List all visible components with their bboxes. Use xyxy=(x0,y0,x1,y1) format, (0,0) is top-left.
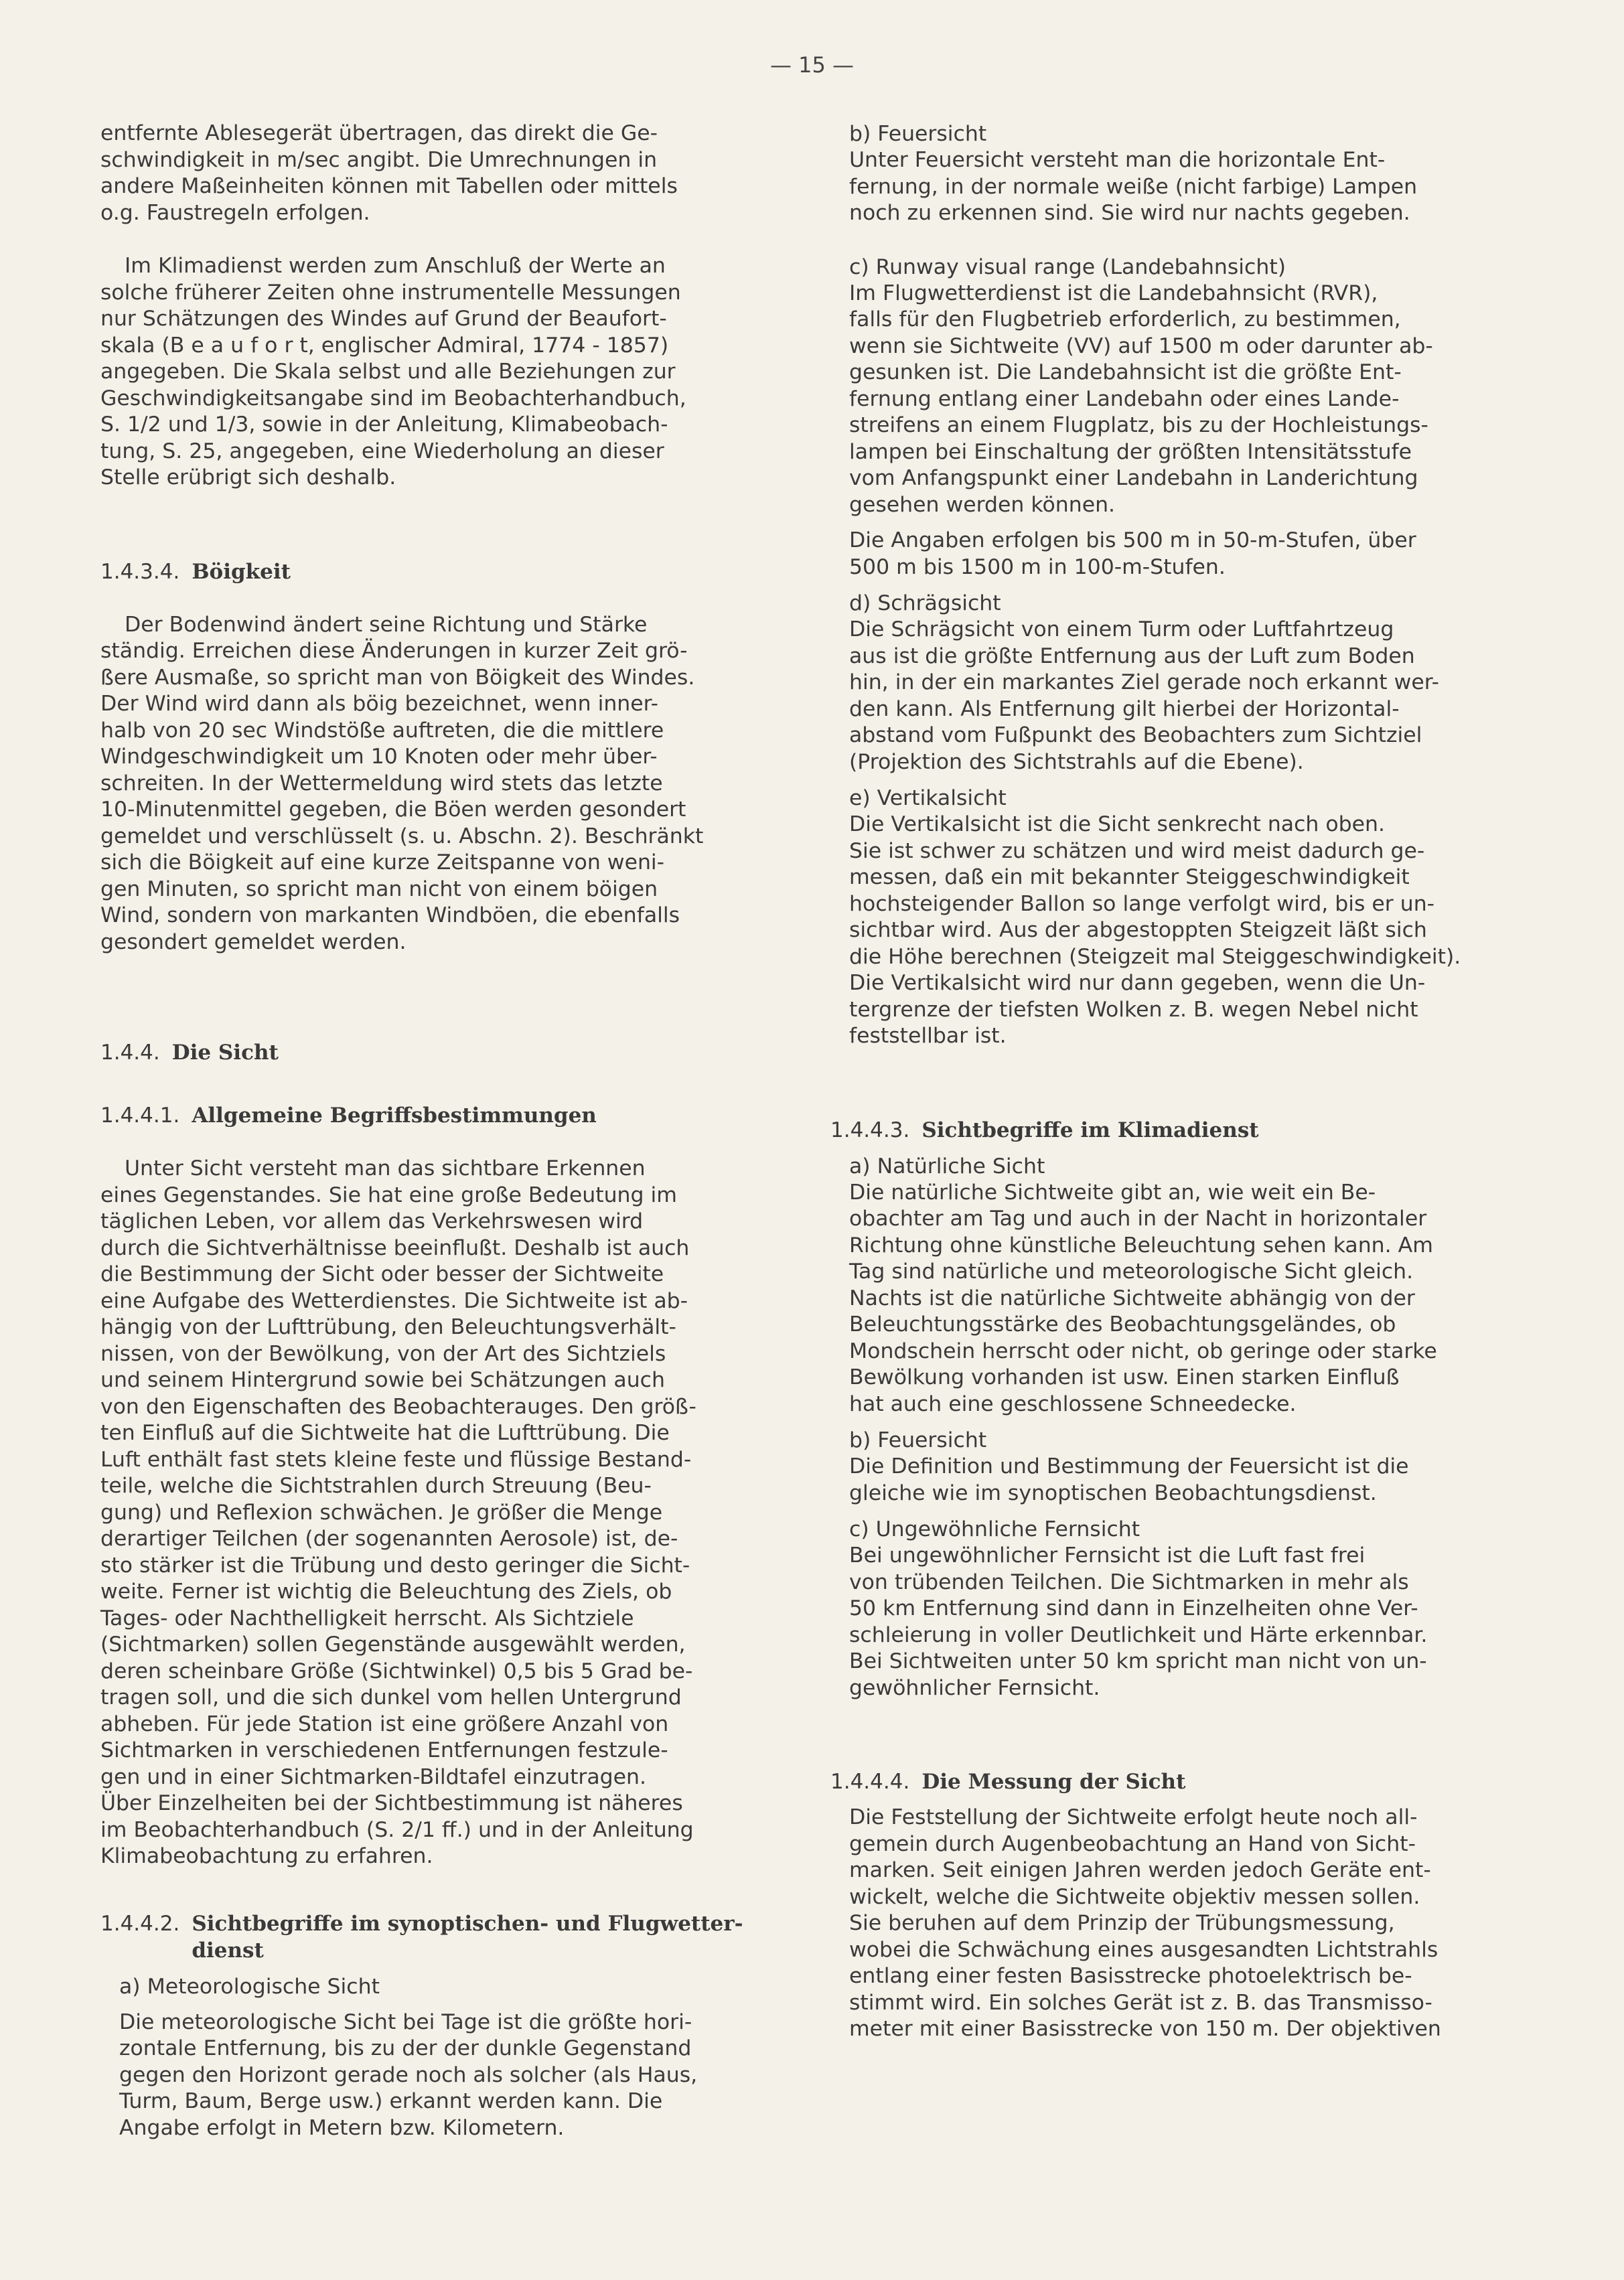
subheading-schraegsicht: d) Schrägsicht xyxy=(849,591,1001,615)
subheading-meteorologische-sicht: a) Meteorologische Sicht xyxy=(119,1974,380,1999)
paragraph-messung-der-sicht: Die Feststellung der Sichtweite erfolgt heute noch all- gemein durch Augenbeobachtung an Hand von Sicht- marken. Seit einigen Jahren werden jedoch Geräte ent- wickelt, welche die Sichtweite objektiv messen sollen. Sie beruhen auf dem Prinzip der Trübungsmessung, wobei die Schwächung eines ausgesandten Lichtstrahls entlang einer festen Basisstrecke photoelektrisch be- stimmt wird. Ein solches Gerät ist z. B. das Transmisso- meter mit einer Basisstrecke von 150 m. Der objektiven xyxy=(849,1805,1441,2041)
heading-1444 xyxy=(830,1742,1515,1795)
right-column xyxy=(830,121,1515,2043)
paragraph-sicht-definition: Unter Sicht versteht man das sichtbare Erkennen eines Gegenstandes. Sie hat eine große Bedeutung im täglichen Leben, vor allem das Verkehrswesen wird durch die Sichtverhältnisse beeinflußt. Deshalb ist auch die Bestimmung der Sicht oder besser der Sichtweite eine Aufgabe des Wetterdienstes. Die Sichtweite ist ab- hängig von der Lufttrübung, den Beleuchtungsverhält- nissen, von der Bewölkung, von der Art des Sichtziels und seinem Hintergrund sowie bei Schätzungen auch von den Eigenschaften des Beobachterauges. Den größ- ten Einfluß auf die Sichtweite hat die Lufttrübung. Die Luft enthält fast stets kleine feste und flüssige Bestand- teile, welche die Sichtstrahlen durch Streuung (Beu- gung) und Reflexion schwächen. Je größer die Menge derartiger Teilchen (der sogenannten Aerosole) ist, de- sto stärker ist die Trübung und desto geringer die Sicht- weite. Ferner ist wichtig die Beleuchtung des Ziels, ob Tages- oder Nachthelligkeit herrscht. Als Sichtziele (Sichtmarken) sollen Gegenstände ausgewählt werden, deren scheinbare Größe (Sichtwinkel) 0,5 bis 5 Grad be- tragen soll, und die sich dunkel vom hellen Untergrund abheben. Für jede Station ist eine größere Anzahl von Sichtmarken in verschiedenen Entfernungen festzule- gen und in einer Sichtmarken-Bildtafel einzutragen. Über Einzelheiten bei der Sichtbestimmung ist näheres im Beobachterhandbuch (S. 2/1 ff.) und in der Anleitung Klimabeobachtung zu erfahren. xyxy=(100,1156,696,1868)
subheading-vertikalsicht: e) Vertikalsicht xyxy=(849,786,1007,810)
heading-144 xyxy=(100,1012,785,1066)
heading-number: 1.4.4.4. xyxy=(830,1770,910,1794)
heading-title: Böigkeit xyxy=(192,559,291,584)
paragraph-runway-visual-range: Im Flugwetterdienst ist die Landebahnsicht (RVR), falls für den Flugbetrieb erforderlich, zu bestimmen, wenn sie Sichtweite (VV) auf 1500 m oder darunter ab- gesunken ist. Die Landebahnsicht ist die größte Ent- fernung entlang einer Landebahn oder eines Lande- streifens an einem Flugplatz, bis zu der Hochleistungs- lampen bei Einschaltung der größten Intensitätsstufe vom Anfangspunkt einer Landebahn in Landerichtung gesehen werden können. xyxy=(849,281,1433,517)
heading-title: Die Messung der Sicht xyxy=(921,1770,1186,1794)
subheading-runway-visual-range: c) Runway visual range (Landebahnsicht) xyxy=(849,254,1286,279)
paragraph-feuersicht-klima: Die Definition und Bestimmung der Feuersicht ist die gleiche wie im synoptischen Beobachtungsdienst. xyxy=(849,1454,1409,1505)
heading-title: Sichtbegriffe im synoptischen- und Flugwetter- dienst xyxy=(192,1911,743,1963)
heading-title: Sichtbegriffe im Klimadienst xyxy=(921,1118,1259,1142)
heading-number: 1.4.4.2. xyxy=(100,1911,180,1936)
left-column xyxy=(100,121,785,2141)
paragraph-beaufort: Im Klimadienst werden zum Anschluß der Werte an solche früherer Zeiten ohne instrumentelle Messungen nur Schätzungen des Windes auf Grund der Beaufort- skala (B e a u f o r t, englischer Admiral, 1774 - 1857) angegeben. Die Skala selbst und alle Beziehungen zur Geschwindigkeitsangabe sind im Beobachterhandbuch, S. 1/2 und 1/3, sowie in der Anleitung, Klimabeobach- tung, S. 25, angegeben, eine Wiederholung an dieser Stelle erübrigt sich deshalb. xyxy=(100,254,686,489)
heading-number: 1.4.4.3. xyxy=(830,1118,910,1142)
paragraph-rvr-steps: Die Angaben erfolgen bis 500 m in 50-m-Stufen, über 500 m bis 1500 m in 100-m-Stufen. xyxy=(849,528,1416,579)
heading-title: Allgemeine Begriffsbestimmungen xyxy=(192,1104,597,1128)
heading-number: 1.4.4. xyxy=(100,1041,160,1065)
heading-1434 xyxy=(100,532,785,585)
paragraph-ungewoehnliche-fernsicht: Bei ungewöhnlicher Fernsicht ist die Luft fast frei von trübenden Teilchen. Die Sichtmarken in mehr als 50 km Entfernung sind dann in Einzelheiten ohne Ver- schleierung in voller Deutlichkeit und Härte erkennbar. Bei Sichtweiten unter 50 km spricht man nicht von un- gewöhnlicher Fernsicht. xyxy=(849,1543,1428,1700)
paragraph-vertikalsicht: Die Vertikalsicht ist die Sicht senkrecht nach oben. Sie ist schwer zu schätzen und wird meist dadurch ge- messen, daß ein mit bekannter Steiggeschwindigkeit hochsteigender Ballon so lange verfolgt wird, bis er un- sichtbar wird. Aus der abgestoppten Steigzeit läßt sich die Höhe berechnen (Steigzeit mal Steiggeschwindigkeit). Die Vertikalsicht wird nur dann gegeben, wenn die Un- tergrenze der tiefsten Wolken z. B. wegen Nebel nicht feststellbar ist. xyxy=(849,812,1461,1048)
subheading-feuersicht: b) Feuersicht xyxy=(849,122,987,146)
paragraph-boeigkeit: Der Bodenwind ändert seine Richtung und Stärke ständig. Erreichen diese Änderungen in kurzer Zeit grö- ßere Ausmaße, so spricht man von Böigkeit des Windes. Der Wind wird dann als böig bezeichnet, wenn inner- halb von 20 sec Windstöße auftreten, die die mittlere Windgeschwindigkeit um 10 Knoten oder mehr über- schreiten. In der Wettermeldung wird stets das letzte 10-Minutenmittel gegeben, die Böen werden gesondert gemeldet und verschlüsselt (s. u. Abschn. 2). Beschränkt sich die Böigkeit auf eine kurze Zeitspanne von weni- gen Minuten, so spricht man nicht von einem böigen Wind, sondern von markanten Windböen, die ebenfalls gesondert gemeldet werden. xyxy=(100,612,704,954)
subheading-ungewoehnliche-fernsicht: c) Ungewöhnliche Fernsicht xyxy=(849,1517,1140,1541)
heading-1443 xyxy=(830,1090,1515,1144)
subheading-feuersicht-klima: b) Feuersicht xyxy=(849,1428,987,1452)
heading-1442 xyxy=(100,1910,785,1964)
page-number: — 15 — xyxy=(769,52,855,78)
paragraph-feuersicht: Unter Feuersicht versteht man die horizontale Ent- fernung, in der normale weiße (nicht farbige) Lampen noch zu erkennen sind. Sie wird nur nachts gegeben. xyxy=(849,148,1418,225)
paragraph-wind-conversion: entfernte Ablesegerät übertragen, das direkt die Ge- schwindigkeit in m/sec angibt. Die Umrechnungen in andere Maßeinheiten können mit Tabellen oder mittels o.g. Faustregeln erfolgen. xyxy=(100,121,678,225)
heading-title: Die Sicht xyxy=(171,1041,279,1065)
paragraph-schraegsicht: Die Schrägsicht von einem Turm oder Luftfahrtzeug aus ist die größte Entfernung aus der Luft zum Boden hin, in der ein markantes Ziel gerade noch erkannt wer- den kann. Als Entfernung gilt hierbei der Horizontal- abstand vom Fußpunkt des Beobachters zum Sichtziel (Projektion des Sichtstrahls auf die Ebene). xyxy=(849,617,1440,774)
heading-1441 xyxy=(100,1075,785,1129)
heading-number: 1.4.4.1. xyxy=(100,1104,180,1128)
heading-number: 1.4.3.4. xyxy=(100,559,180,584)
paragraph-natuerliche-sicht: Die natürliche Sichtweite gibt an, wie weit ein Be- obachter am Tag und auch in der Nacht in horizontaler Richtung ohne künstliche Beleuchtung sehen kann. Am Tag sind natürliche und meteorologische Sicht gleich. Nachts ist die natürliche Sichtweite abhängig von der Beleuchtungsstärke des Beobachtungsgeländes, ob Mondschein herrscht oder nicht, ob geringe oder starke Bewölkung vorhanden ist usw. Einen starken Einfluß hat auch eine geschlossene Schneedecke. xyxy=(849,1180,1437,1416)
paragraph-meteorologische-sicht: Die meteorologische Sicht bei Tage ist die größte hori- zontale Entfernung, bis zu der der dunkle Gegenstand gegen den Horizont gerade noch als solcher (als Haus, Turm, Baum, Berge usw.) erkannt werden kann. Die Angabe erfolgt in Metern bzw. Kilometern. xyxy=(119,2009,698,2140)
subheading-natuerliche-sicht: a) Natürliche Sicht xyxy=(849,1154,1045,1179)
